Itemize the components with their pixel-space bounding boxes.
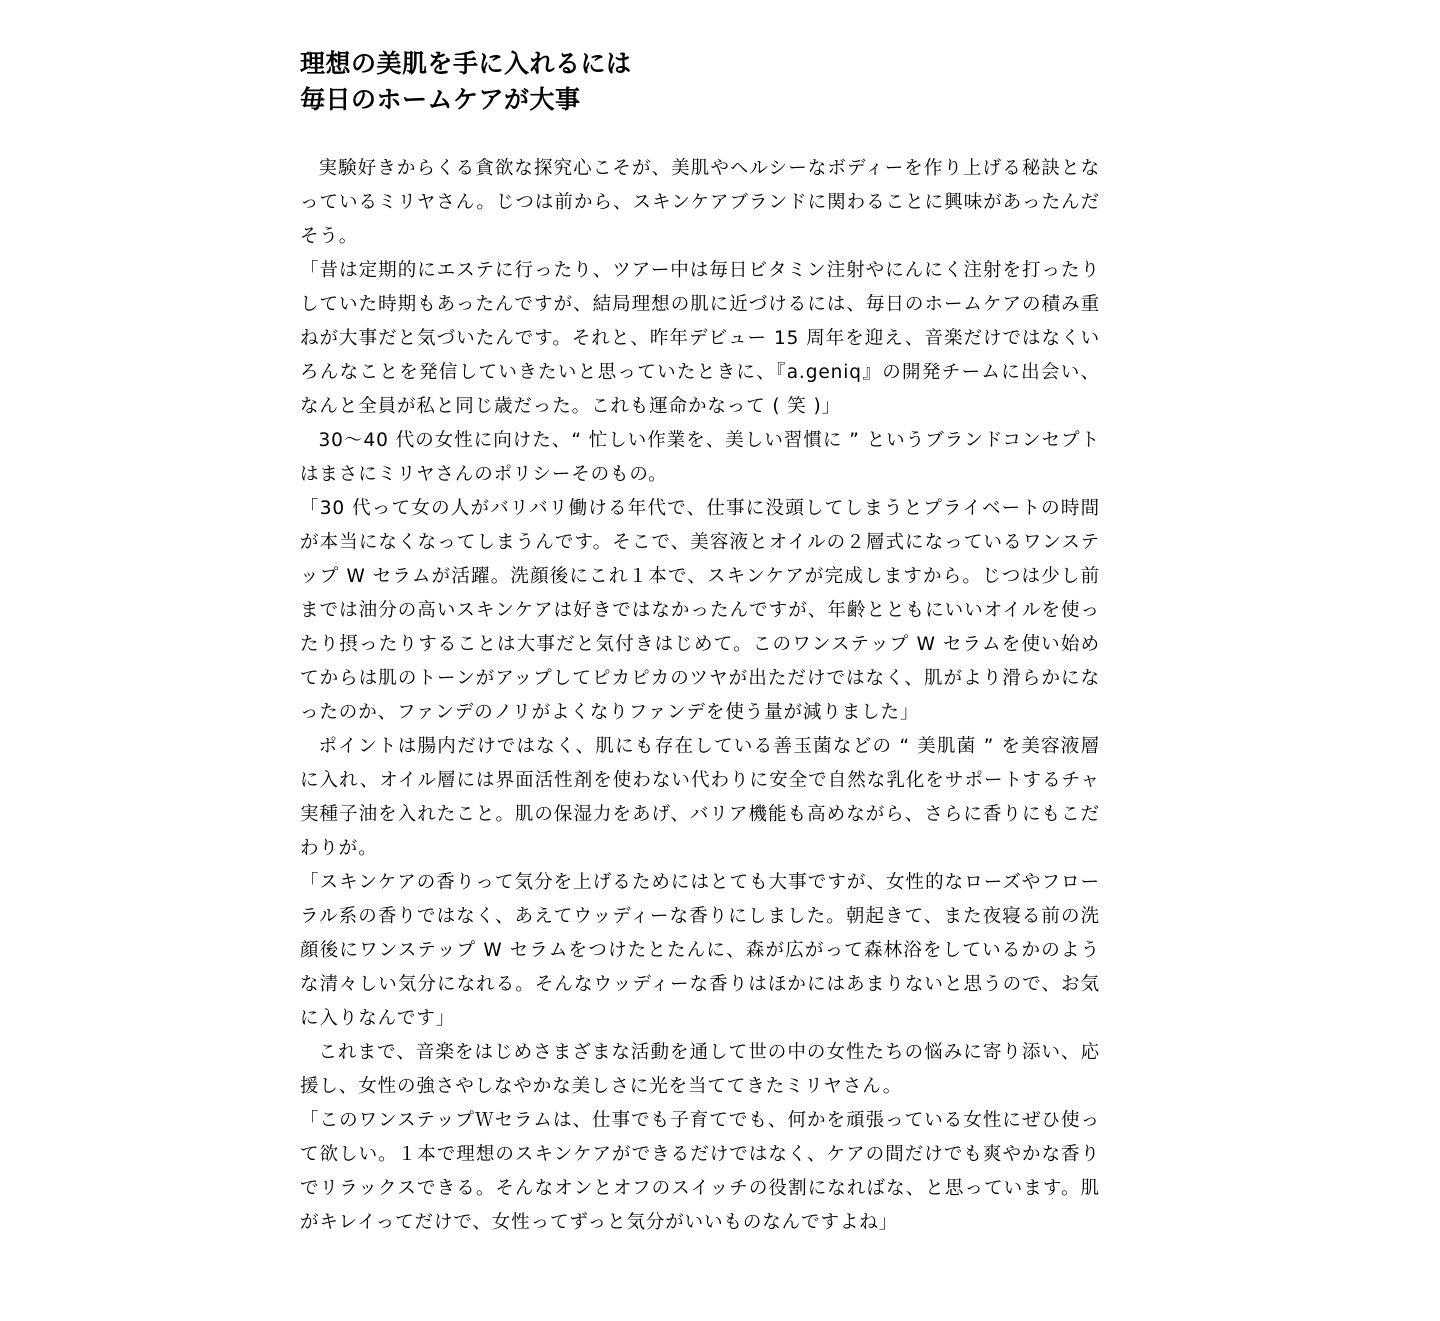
article bbox=[300, 46, 1100, 1240]
title-line-1: 理想の美肌を手に入れるには bbox=[300, 49, 632, 78]
article-body bbox=[300, 152, 1100, 1240]
narrative-paragraph: これまで、音楽をはじめさまざまな活動を通して世の中の女性たちの悩みに寄り添い、応援し、女性の強さやしなやかな美しさに光を当ててきたミリヤさん。 bbox=[300, 1042, 1100, 1097]
narrative-paragraph: 30〜40 代の女性に向けた、“ 忙しい作業を、美しい習慣に ” というブランドコンセプトはまさにミリヤさんのポリシーそのもの。 bbox=[300, 430, 1100, 485]
quote-paragraph: 「30 代って女の人がバリバリ働ける年代で、仕事に没頭してしまうとプライベートの時間が本当になくなってしまうんです。そこで、美容液とオイルの２層式になっているワンステップ W セラムが活躍。洗顔後にこれ１本で、スキンケアが完成しますから。じつは少し前までは油分の高いスキンケアは好きではなかったんですが、年齢とともにいいオイルを使ったり摂ったりすることは大事だと気付きはじめて。このワンステップ W セラムを使い始めてからは肌のトーンがアップしてピカピカのツヤが出ただけではなく、肌がより滑らかになったのか、ファンデのノリがよくなりファンデを使う量が減りました」 bbox=[300, 498, 1100, 723]
title-line-2: 毎日のホームケアが大事 bbox=[300, 85, 581, 114]
narrative-paragraph: ポイントは腸内だけではなく、肌にも存在している善玉菌などの “ 美肌菌 ” を美容液層に入れ、オイル層には界面活性剤を使わない代わりに安全で自然な乳化をサポートするチャ実種子油を入れたこと。肌の保湿力をあげ、バリア機能も高めながら、さらに香りにもこだわりが。 bbox=[300, 736, 1100, 859]
article-title bbox=[300, 46, 1100, 118]
quote-paragraph: 「スキンケアの香りって気分を上げるためにはとても大事ですが、女性的なローズやフローラル系の香りではなく、あえてウッディーな香りにしました。朝起きて、また夜寝る前の洗顔後にワンステップ W セラムをつけたとたんに、森が広がって森林浴をしているかのような清々しい気分になれる。そんなウッディーな香りはほかにはあまりないと思うので、お気に入りなんです」 bbox=[300, 872, 1100, 1029]
quote-paragraph: 「昔は定期的にエステに行ったり、ツアー中は毎日ビタミン注射やにんにく注射を打ったりしていた時期もあったんですが、結局理想の肌に近づけるには、毎日のホームケアの積み重ねが大事だと気づいたんです。それと、昨年デビュー 15 周年を迎え、音楽だけではなくいろんなことを発信していきたいと思っていたときに、『a.geniq』の開発チームに出会い、なんと全員が私と同じ歳だった。これも運命かなって ( 笑 )」 bbox=[300, 260, 1100, 417]
narrative-paragraph: 実験好きからくる貪欲な探究心こそが、美肌やヘルシーなボディーを作り上げる秘訣となっているミリヤさん。じつは前から、スキンケアブランドに関わることに興味があったんだそう。 bbox=[300, 158, 1100, 247]
quote-paragraph: 「このワンステップＷセラムは、仕事でも子育てでも、何かを頑張っている女性にぜひ使って欲しい。１本で理想のスキンケアができるだけではなく、ケアの間だけでも爽やかな香りでリラックスできる。そんなオンとオフのスイッチの役割になればな、と思っています。肌がキレイってだけで、女性ってずっと気分がいいものなんですよね」 bbox=[300, 1110, 1100, 1233]
